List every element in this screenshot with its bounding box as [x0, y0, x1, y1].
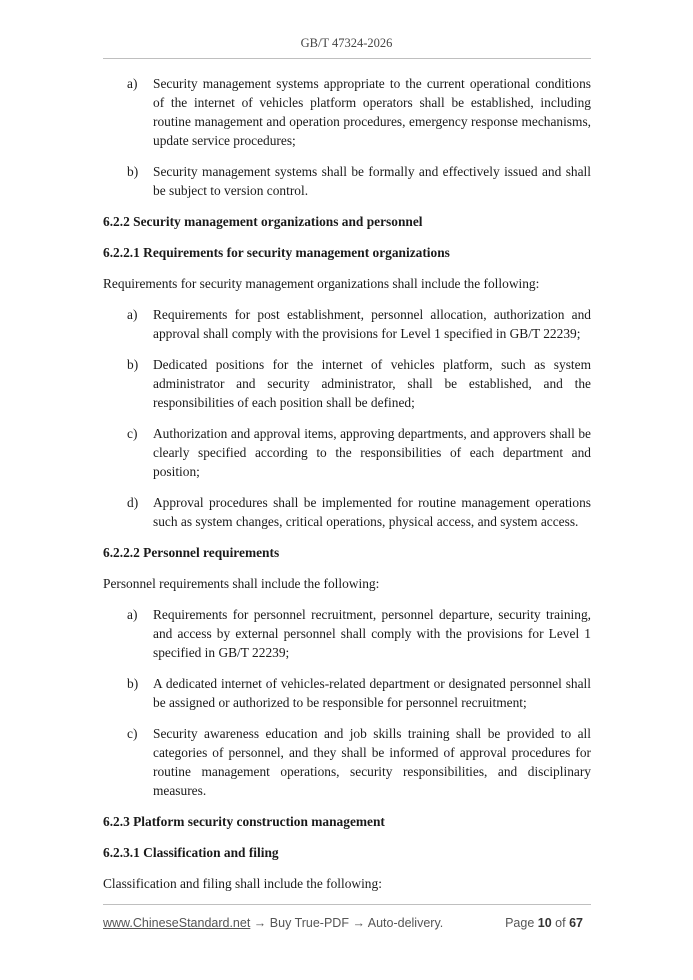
list-marker: b) — [127, 676, 139, 691]
list-marker: c) — [127, 426, 138, 441]
site-link[interactable]: www.ChineseStandard.net — [103, 916, 251, 930]
list-item-text: Security management systems shall be formally and effectively issued and shall be subject to version control. — [153, 164, 591, 198]
page-current: 10 — [537, 916, 552, 930]
arrow-right-icon: → — [352, 916, 365, 930]
list-item — [103, 674, 591, 712]
document-body — [103, 74, 591, 905]
paragraph: Classification and filing shall include the following: — [103, 876, 382, 891]
arrow-right-icon: → — [253, 916, 267, 930]
header-divider — [103, 58, 591, 59]
page-total: 67 — [569, 916, 583, 930]
page-header — [0, 36, 693, 51]
list-marker: c) — [127, 726, 138, 741]
list-item — [103, 355, 591, 412]
list-marker: b) — [127, 357, 139, 372]
list-marker: d) — [127, 495, 139, 510]
document-id: GB/T 47324-2026 — [300, 36, 393, 50]
list-item — [103, 493, 591, 531]
page-label: Page — [505, 916, 535, 930]
list-item — [103, 305, 591, 343]
list-item-text: Security awareness education and job skills training shall be provided to all categories of personnel, and they shall be informed of approval procedures for routine management operations, security responsibilities, and disciplinary measures. — [153, 726, 591, 798]
list-item — [103, 724, 591, 800]
list-item — [103, 162, 591, 200]
section-heading: 6.2.2.2 Personnel requirements — [103, 545, 280, 560]
list-item-text: Dedicated positions for the internet of vehicles platform, such as system administrator and security administrator, shall be established, and the responsibilities of each position shall be defined; — [153, 357, 591, 410]
footer-divider — [103, 904, 591, 905]
list-item-text: Security management systems appropriate to the current operational conditions of the internet of vehicles platform operators shall be established, including routine management and operation procedures, emergency response mechanisms, update service procedures; — [153, 76, 591, 148]
list-item-text: Approval procedures shall be implemented for routine management operations such as system changes, critical operations, physical access, and system access. — [153, 495, 591, 529]
list-marker: a) — [127, 76, 138, 91]
page-of: of — [555, 916, 566, 930]
paragraph: Personnel requirements shall include the following: — [103, 576, 380, 591]
list-item-text: Requirements for personnel recruitment, personnel departure, security training, and access by external personnel shall comply with the provisions for Level 1 specified in GB/T 22239; — [153, 607, 591, 660]
list-item-text: Authorization and approval items, approving departments, and approvers shall be clearly specified according to the responsibilities of each department and position; — [153, 426, 591, 479]
section-heading: 6.2.3.1 Classification and filing — [103, 845, 279, 860]
section-heading: 6.2.2.1 Requirements for security management organizations — [103, 245, 450, 260]
list-item-text: A dedicated internet of vehicles-related department or designated personnel shall be assigned or authorized to be responsible for personnel recruitment; — [153, 676, 591, 710]
list-item — [103, 605, 591, 662]
page-number — [505, 916, 583, 930]
list-marker: a) — [127, 307, 138, 322]
paragraph: Requirements for security management organizations shall include the following: — [103, 276, 540, 291]
footer-promo — [103, 916, 443, 930]
list-item — [103, 74, 591, 150]
list-item-text: Requirements for post establishment, personnel allocation, authorization and approval shall comply with the provisions for Level 1 specified in GB/T 22239; — [153, 307, 591, 341]
section-heading: 6.2.2 Security management organizations and personnel — [103, 214, 423, 229]
delivery-text: Auto-delivery. — [367, 916, 444, 930]
list-item — [103, 424, 591, 481]
list-marker: a) — [127, 607, 138, 622]
list-marker: b) — [127, 164, 139, 179]
buy-text: Buy True-PDF — [269, 916, 349, 930]
section-heading: 6.2.3 Platform security construction management — [103, 814, 385, 829]
